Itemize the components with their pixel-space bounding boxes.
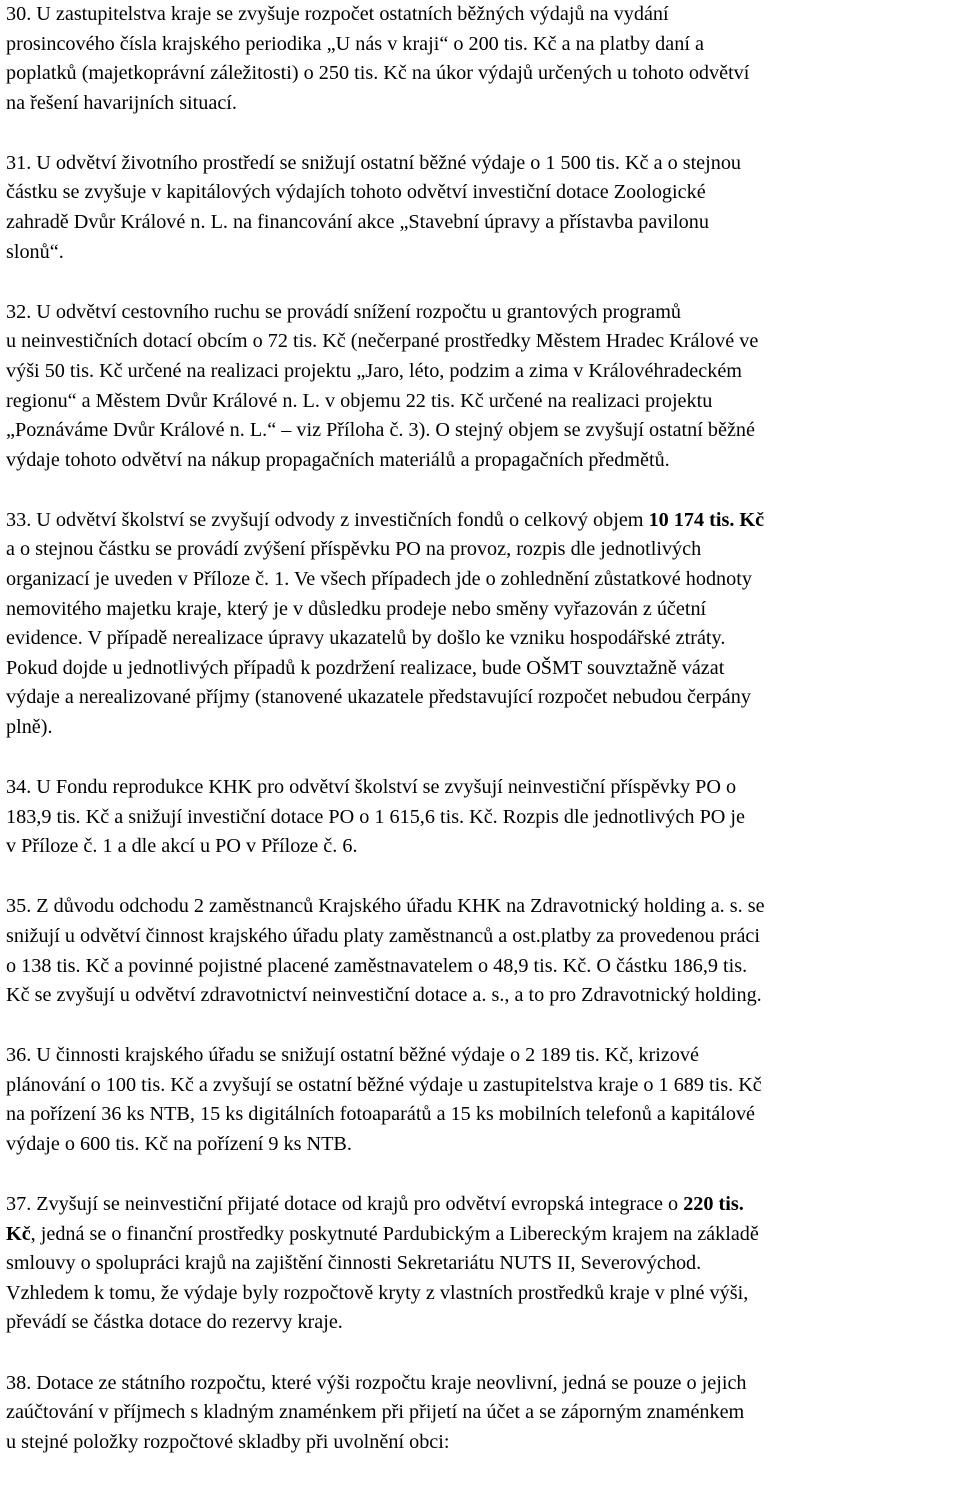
text-line: smlouvy o spolupráci krajů na zajištění činnosti Sekretariátu NUTS II, Severovýchod. <box>6 1252 702 1275</box>
text-line: organizací je uveden v Příloze č. 1. Ve všech případech jde o zohlednění zůstatkové hodnoty <box>6 568 752 590</box>
text-line: prosincového čísla krajského periodika „U nás v kraji“ o 200 tis. Kč a na platby daní a <box>6 32 704 55</box>
text-line: nemovitého majetku kraje, který je v důsledku prodeje nebo směny vyřazován z účetní <box>6 597 707 620</box>
text-segment: 37. Zvyšují se neinvestiční přijaté dotace od krajů pro odvětví evropská integrace o <box>6 1193 684 1216</box>
text-line: výdaje a nerealizované příjmy (stanovené ukazatele představující rozpočet nebudou čerpány <box>6 686 751 709</box>
text-line: snižují u odvětví činnost krajského úřadu platy zaměstnanců a ost.platby za provedenou práci <box>6 924 761 947</box>
paragraph-37 <box>6 1190 954 1338</box>
text-segment: 33. U odvětví školství se zvyšují odvody z investičních fondů o celkový objem <box>6 508 649 531</box>
text-line: 35. Z důvodu odchodu 2 zaměstnanců Krajského úřadu KHK na Zdravotnický holding a. s. se <box>6 895 765 918</box>
paragraph-38 <box>6 1369 954 1458</box>
text-line: „Poznáváme Dvůr Králové n. L.“ – viz Příloha č. 3). O stejný objem se zvyšují ostatní běžné <box>6 419 755 442</box>
text-line: 34. U Fondu reprodukce KHK pro odvětví školství se zvyšují neinvestiční příspěvky PO o <box>6 776 737 799</box>
text-line <box>6 1220 954 1250</box>
bold-amount: 10 174 tis. <box>648 508 735 531</box>
paragraph-31 <box>6 149 954 267</box>
paragraph-35 <box>6 892 954 1010</box>
text-line: Kč se zvyšují u odvětví zdravotnictví neinvestiční dotace a. s., a to pro Zdravotnický holding. <box>6 984 762 1007</box>
text-line: evidence. V případě nerealizace úpravy ukazatelů by došlo ke vzniku hospodářské ztráty. <box>6 627 726 650</box>
text-line: zaúčtování v příjmech s kladným znaménkem při přijetí na účet a se záporným znaménkem <box>6 1401 745 1424</box>
text-line: poplatků (majetkoprávní záležitosti) o 250 tis. Kč na úkor výdajů určených u tohoto odvětví <box>6 62 750 85</box>
text-line: výši 50 tis. Kč určené na realizaci projektu „Jaro, léto, podzim a zima v Královéhradeckém <box>6 359 742 382</box>
text-line: v Příloze č. 1 a dle akcí u PO v Příloze č. 6. <box>6 835 358 858</box>
text-line: u stejné položky rozpočtové skladby při uvolnění obci: <box>6 1430 450 1453</box>
bold-amount: 220 tis. <box>683 1193 744 1216</box>
text-line: 32. U odvětví cestovního ruchu se provádí snížení rozpočtu u grantových programů <box>6 300 681 323</box>
document-page <box>6 0 954 1488</box>
paragraph-34 <box>6 773 954 862</box>
text-line: a o stejnou částku se provádí zvýšení příspěvku PO na provoz, rozpis dle jednotlivých <box>6 538 702 561</box>
paragraph-33 <box>6 506 954 743</box>
text-line <box>6 506 954 536</box>
text-segment: , jedná se o finanční prostředky poskytnuté Pardubickým a Libereckým krajem na základě <box>30 1222 759 1245</box>
text-line: na pořízení 36 ks NTB, 15 ks digitálních fotoaparátů a 15 ks mobilních telefonů a kapitálové <box>6 1103 755 1126</box>
paragraph-30 <box>6 0 954 118</box>
text-line: 36. U činnosti krajského úřadu se snižují ostatní běžné výdaje o 2 189 tis. Kč, krizové <box>6 1044 699 1067</box>
paragraph-36 <box>6 1041 954 1159</box>
text-line: částku se zvyšuje v kapitálových výdajích tohoto odvětví investiční dotace Zoologické <box>6 181 706 204</box>
text-line: u neinvestičních dotací obcím o 72 tis. Kč (nečerpané prostředky Městem Hradec Králové ve <box>6 330 759 353</box>
text-line: 183,9 tis. Kč a snižují investiční dotace PO o 1 615,6 tis. Kč. Rozpis dle jednotlivých PO je <box>6 805 745 828</box>
text-line: Vzhledem k tomu, že výdaje byly rozpočtově kryty z vlastních prostředků kraje v plné výši, <box>6 1281 749 1304</box>
text-line: převádí se částka dotace do rezervy kraje. <box>6 1311 343 1334</box>
text-line: regionu“ a Městem Dvůr Králové n. L. v objemu 22 tis. Kč určené na realizaci projektu <box>6 389 713 412</box>
text-line: Pokud dojde u jednotlivých případů k pozdržení realizace, bude OŠMT souvztažně vázat <box>6 656 725 679</box>
text-line: slonů“. <box>6 240 64 263</box>
text-line: plánování o 100 tis. Kč a zvyšují se ostatní běžné výdaje u zastupitelstva kraje o 1 689 tis. Kč <box>6 1073 762 1096</box>
text-line: výdaje tohoto odvětví na nákup propagačních materiálů a propagačních předmětů. <box>6 448 670 471</box>
text-line: 31. U odvětví životního prostředí se snižují ostatní běžné výdaje o 1 500 tis. Kč a o stejnou <box>6 151 742 174</box>
text-line <box>6 1190 954 1220</box>
paragraph-32 <box>6 298 954 476</box>
text-line: na řešení havarijních situací. <box>6 91 237 114</box>
text-line: plně). <box>6 715 53 738</box>
text-line: 38. Dotace ze státního rozpočtu, které výši rozpočtu kraje neovlivní, jedná se pouze o jejich <box>6 1371 747 1394</box>
bold-currency: Kč <box>6 1222 31 1245</box>
text-line: výdaje o 600 tis. Kč na pořízení 9 ks NTB. <box>6 1133 352 1155</box>
text-line: 30. U zastupitelstva kraje se zvyšuje rozpočet ostatních běžných výdajů na vydání <box>6 3 669 25</box>
text-line: o 138 tis. Kč a povinné pojistné placené zaměstnavatelem o 48,9 tis. Kč. O částku 186,9 tis. <box>6 954 748 977</box>
text-line: zahradě Dvůr Králové n. L. na financování akce „Stavební úpravy a přístavba pavilonu <box>6 211 709 234</box>
bold-currency: Kč <box>739 508 765 531</box>
